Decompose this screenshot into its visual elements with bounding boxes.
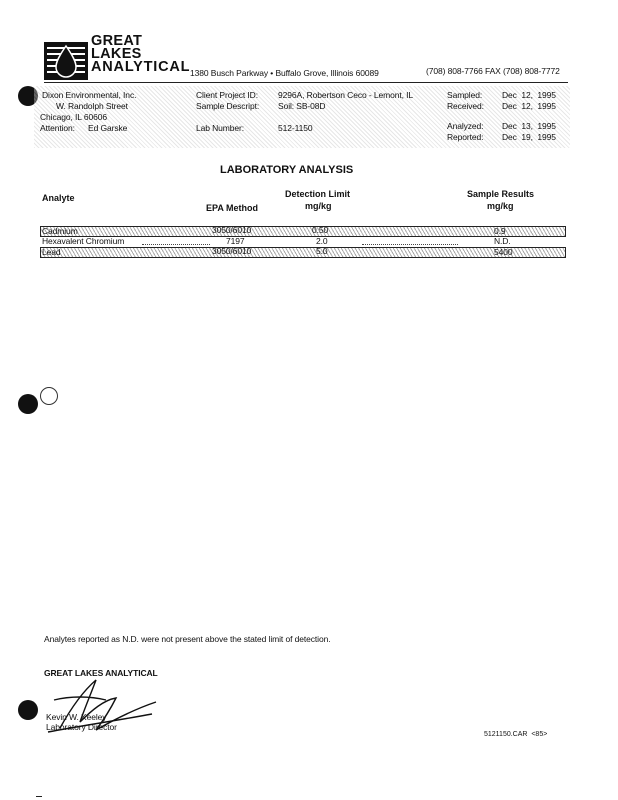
signer-title: Laboratory Director xyxy=(46,722,117,732)
row-result: 5400 xyxy=(494,247,513,257)
sample-desc-value: Soil: SB-08D xyxy=(278,101,326,111)
analyzed-date: Dec 13, 1995 xyxy=(502,121,556,131)
report-title: LABORATORY ANALYSIS xyxy=(220,164,354,176)
row-leader xyxy=(362,244,458,245)
row-limit: 0.50 xyxy=(312,225,329,235)
lab-address: 1380 Busch Parkway • Buffalo Grove, Illinois 60089 xyxy=(190,68,379,78)
footnote: Analytes reported as N.D. were not present above the stated limit of detection. xyxy=(44,634,331,644)
client-company: Dixon Environmental, Inc. xyxy=(42,90,137,100)
row-method: 3050/6010 xyxy=(212,246,252,256)
reported-date: Dec 19, 1995 xyxy=(502,132,556,142)
col-header-detection: Detection Limit xyxy=(285,189,351,199)
binder-hole-bottom xyxy=(18,700,38,720)
row-method: 7197 xyxy=(226,236,245,246)
client-street: W. Randolph Street xyxy=(56,101,128,111)
row-analyte: Lead xyxy=(42,247,61,257)
received-date: Dec 12, 1995 xyxy=(502,101,556,111)
sampled-label: Sampled: xyxy=(447,90,483,100)
signer-name: Kevin W. Keeley xyxy=(46,712,107,722)
col-header-result-unit: mg/kg xyxy=(487,201,514,211)
col-header-detection-unit: mg/kg xyxy=(305,201,332,211)
sample-desc-label: Sample Descript: xyxy=(196,101,260,111)
header-rule xyxy=(44,82,568,83)
binder-hole-outline xyxy=(40,387,58,405)
attention-label: Attention: xyxy=(40,123,75,133)
row-limit: 5.0 xyxy=(316,246,328,256)
row-result: 0.9 xyxy=(494,226,506,236)
lab-name-line-3: ANALYTICAL xyxy=(91,59,191,75)
col-header-result: Sample Results xyxy=(467,189,535,199)
sampled-date: Dec 12, 1995 xyxy=(502,90,556,100)
table-row-highlight-3 xyxy=(40,247,566,258)
lab-phone-fax: (708) 808-7766 FAX (708) 808-7772 xyxy=(426,66,560,76)
analyzed-label: Analyzed: xyxy=(447,121,484,131)
lab-logo-icon xyxy=(44,42,88,80)
stray-mark xyxy=(36,796,42,797)
client-project-value: 9296A, Robertson Ceco - Lemont, IL xyxy=(278,90,414,100)
lab-number-value: 512-1150 xyxy=(278,123,313,133)
row-leader xyxy=(142,244,210,245)
lab-name-line-1: GREAT xyxy=(91,33,143,49)
client-city: Chicago, IL 60606 xyxy=(40,112,107,122)
received-label: Received: xyxy=(447,101,484,111)
col-header-analyte: Analyte xyxy=(42,193,75,203)
row-analyte: Hexavalent Chromium xyxy=(42,236,125,246)
lab-name-line-2: LAKES xyxy=(91,46,142,62)
file-code: 5121150.CAR <85> xyxy=(484,731,548,738)
signature-company: GREAT LAKES ANALYTICAL xyxy=(44,668,158,678)
binder-hole-middle xyxy=(18,394,38,414)
lab-name xyxy=(91,35,190,74)
row-analyte: Cadmium xyxy=(42,226,78,236)
col-header-method: EPA Method xyxy=(206,203,258,213)
row-result: N.D. xyxy=(494,236,511,246)
row-method: 3050/6010 xyxy=(212,225,252,235)
reported-label: Reported: xyxy=(447,132,484,142)
row-limit: 2.0 xyxy=(316,236,328,246)
attention-name: Ed Garske xyxy=(88,123,128,133)
client-project-label: Client Project ID: xyxy=(196,90,258,100)
lab-number-label: Lab Number: xyxy=(196,123,245,133)
